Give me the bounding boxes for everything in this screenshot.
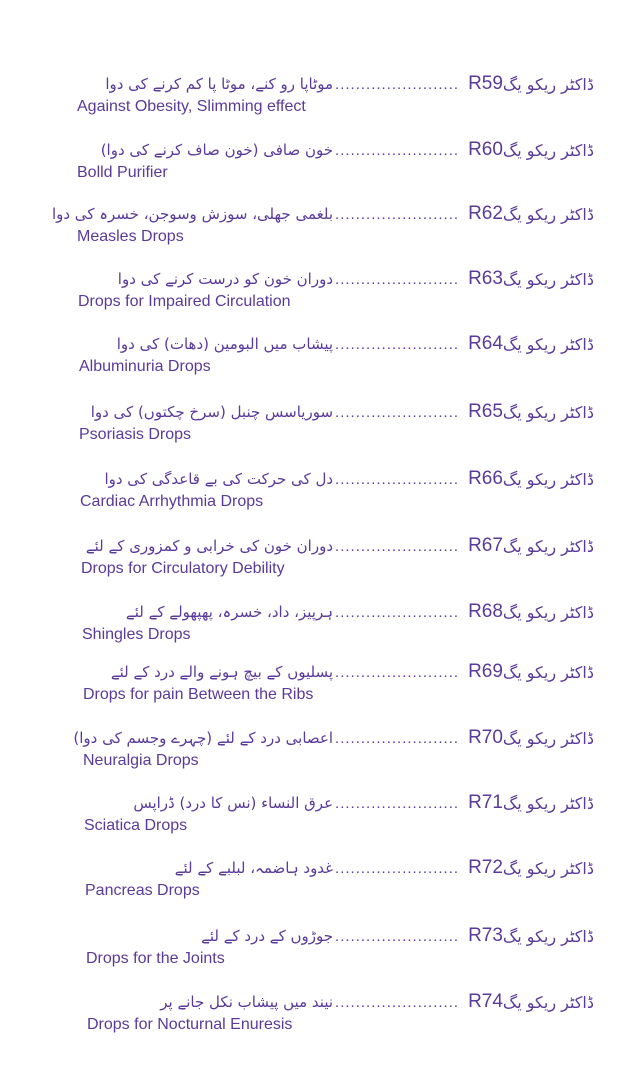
dot-leader: ........................ bbox=[335, 993, 460, 1011]
entry-r65 bbox=[0, 398, 642, 458]
urdu-description: نیند میں پیشاب نکل جانے پر bbox=[160, 993, 334, 1011]
english-description: Psoriasis Drops bbox=[79, 426, 192, 443]
entry-r63 bbox=[0, 265, 642, 325]
dot-leader: ........................ bbox=[335, 403, 460, 421]
product-code: R65 bbox=[468, 401, 503, 422]
entry-r69 bbox=[0, 658, 642, 718]
english-description: Drops for pain Between the Ribs bbox=[83, 686, 314, 703]
product-code: R73 bbox=[468, 925, 503, 946]
english-description: Shingles Drops bbox=[82, 626, 191, 643]
urdu-description: عرق النساء (نس کا درد) ڈراپس bbox=[133, 794, 334, 812]
brand-name-urdu: ڈاکٹر ریکو یگ bbox=[502, 992, 594, 1012]
dot-leader: ........................ bbox=[335, 859, 460, 877]
urdu-description: دوران خون کو درست کرنے کی دوا bbox=[117, 270, 334, 288]
dot-leader: ........................ bbox=[335, 729, 460, 747]
product-code: R69 bbox=[468, 661, 503, 682]
entry-urdu-line bbox=[118, 265, 594, 293]
product-code: R59 bbox=[468, 73, 503, 94]
dot-leader: ........................ bbox=[335, 927, 460, 945]
urdu-description: دل کی حرکت کی بے قاعدگی کی دوا bbox=[104, 470, 334, 488]
urdu-description: اعصابی درد کے لئے (چہرے وجسم کی دوا) bbox=[73, 729, 334, 747]
brand-name-urdu: ڈاکٹر ریکو یگ bbox=[502, 334, 594, 354]
english-description: Against Obesity, Slimming effect bbox=[77, 98, 306, 115]
dot-leader: ........................ bbox=[335, 663, 460, 681]
urdu-description: خون صافی (خون صاف کرنے کی دوا) bbox=[100, 141, 334, 159]
entry-urdu-line bbox=[201, 922, 594, 950]
brand-name-urdu: ڈاکٹر ریکو یگ bbox=[502, 728, 594, 748]
product-code: R67 bbox=[468, 535, 503, 556]
entry-r68 bbox=[0, 598, 642, 658]
urdu-description: جوڑوں کے درد کے لئے bbox=[201, 927, 334, 945]
entry-r74 bbox=[0, 988, 642, 1048]
entry-r64 bbox=[0, 330, 642, 390]
entry-urdu-line bbox=[73, 724, 594, 752]
english-description: Sciatica Drops bbox=[84, 817, 188, 834]
entry-r70 bbox=[0, 724, 642, 784]
entry-r59 bbox=[0, 70, 642, 130]
product-code: R70 bbox=[468, 727, 503, 748]
brand-name-urdu: ڈاکٹر ریکو یگ bbox=[502, 204, 594, 224]
urdu-description: دوران خون کی خرابی و کمزوری کے لئے bbox=[85, 537, 334, 555]
entry-r73 bbox=[0, 922, 642, 982]
product-code: R62 bbox=[468, 203, 503, 224]
entry-r67 bbox=[0, 532, 642, 592]
entry-urdu-line bbox=[104, 465, 594, 493]
urdu-description: موٹاپا رو کنے، موٹا پا کم کرنے کی دوا bbox=[105, 75, 334, 93]
dot-leader: ........................ bbox=[335, 141, 460, 159]
brand-name-urdu: ڈاکٹر ریکو یگ bbox=[502, 926, 594, 946]
english-description: Bolld Purifier bbox=[77, 164, 168, 181]
urdu-description: سوریاسس چنبل (سرخ چکتوں) کی دوا bbox=[90, 403, 334, 421]
entry-urdu-line bbox=[175, 854, 594, 882]
dot-leader: ........................ bbox=[335, 794, 460, 812]
dot-leader: ........................ bbox=[335, 205, 460, 223]
entry-urdu-line bbox=[101, 136, 594, 164]
brand-name-urdu: ڈاکٹر ریکو یگ bbox=[502, 662, 594, 682]
entry-r66 bbox=[0, 465, 642, 525]
entry-urdu-line bbox=[160, 988, 594, 1016]
entry-r72 bbox=[0, 854, 642, 914]
dot-leader: ........................ bbox=[335, 75, 460, 93]
dot-leader: ........................ bbox=[335, 603, 460, 621]
entry-r62 bbox=[0, 200, 642, 260]
dot-leader: ........................ bbox=[335, 335, 460, 353]
entry-urdu-line bbox=[126, 598, 594, 626]
english-description: Measles Drops bbox=[77, 228, 184, 245]
dot-leader: ........................ bbox=[335, 270, 460, 288]
entry-urdu-line bbox=[91, 398, 594, 426]
urdu-description: ہرپیز، داد، خسرہ، پھپھولے کے لئے bbox=[125, 603, 334, 621]
brand-name-urdu: ڈاکٹر ریکو یگ bbox=[502, 140, 594, 160]
brand-name-urdu: ڈاکٹر ریکو یگ bbox=[502, 536, 594, 556]
urdu-description: پیشاب میں البومین (دھات) کی دوا bbox=[116, 335, 334, 353]
entry-urdu-line bbox=[105, 70, 594, 98]
product-code: R68 bbox=[468, 601, 503, 622]
urdu-description: غدود ہاضمہ، لبلبے کے لئے bbox=[174, 859, 334, 877]
brand-name-urdu: ڈاکٹر ریکو یگ bbox=[502, 858, 594, 878]
brand-name-urdu: ڈاکٹر ریکو یگ bbox=[502, 793, 594, 813]
entry-r60 bbox=[0, 136, 642, 196]
brand-name-urdu: ڈاکٹر ریکو یگ bbox=[502, 469, 594, 489]
product-code: R74 bbox=[468, 991, 503, 1012]
product-code: R66 bbox=[468, 468, 503, 489]
english-description: Cardiac Arrhythmia Drops bbox=[80, 493, 264, 510]
entry-urdu-line bbox=[133, 789, 594, 817]
urdu-description: بلغمی جھلی، سوزش وسوجن، خسرہ کی دوا bbox=[51, 205, 334, 223]
english-description: Pancreas Drops bbox=[85, 882, 200, 899]
english-description: Neuralgia Drops bbox=[83, 752, 199, 769]
entry-urdu-line bbox=[86, 532, 594, 560]
product-code: R72 bbox=[468, 857, 503, 878]
product-code: R71 bbox=[468, 792, 503, 813]
brand-name-urdu: ڈاکٹر ریکو یگ bbox=[502, 269, 594, 289]
entry-r71 bbox=[0, 789, 642, 849]
english-description: Drops for the Joints bbox=[86, 950, 225, 967]
entry-urdu-line bbox=[52, 200, 594, 228]
product-code: R64 bbox=[468, 333, 503, 354]
english-description: Drops for Circulatory Debility bbox=[81, 560, 285, 577]
dot-leader: ........................ bbox=[335, 537, 460, 555]
product-code: R63 bbox=[468, 268, 503, 289]
brand-name-urdu: ڈاکٹر ریکو یگ bbox=[502, 402, 594, 422]
english-description: Drops for Nocturnal Enuresis bbox=[87, 1016, 293, 1033]
brand-name-urdu: ڈاکٹر ریکو یگ bbox=[502, 602, 594, 622]
product-code: R60 bbox=[468, 139, 503, 160]
entry-urdu-line bbox=[117, 330, 594, 358]
english-description: Drops for Impaired Circulation bbox=[78, 293, 291, 310]
entry-urdu-line bbox=[111, 658, 594, 686]
urdu-description: پسلیوں کے بیچ ہونے والے درد کے لئے bbox=[110, 663, 334, 681]
english-description: Albuminuria Drops bbox=[79, 358, 211, 375]
dot-leader: ........................ bbox=[335, 470, 460, 488]
brand-name-urdu: ڈاکٹر ریکو یگ bbox=[502, 74, 594, 94]
